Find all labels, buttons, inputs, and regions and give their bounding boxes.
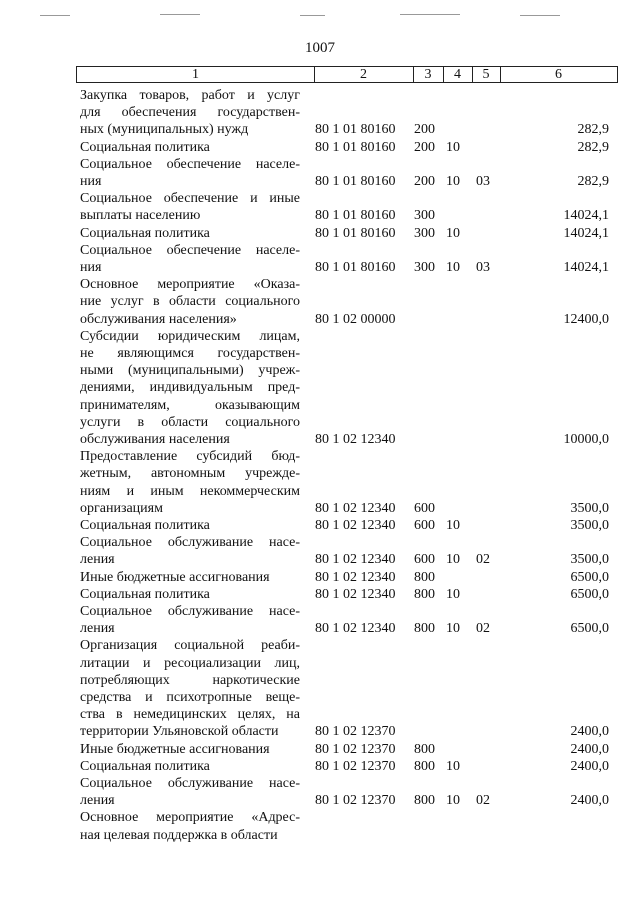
row-col5: 02 xyxy=(476,552,490,568)
row-name-line: Социальная политика xyxy=(80,139,210,155)
row-name-line: Социальное обслуживание насе- xyxy=(80,776,300,791)
row-code: 80 1 01 80160 xyxy=(315,174,396,189)
row-name xyxy=(80,534,300,568)
row-col3: 600 xyxy=(414,518,435,533)
row-amount: 282,9 xyxy=(577,122,609,138)
row-name-line: ных (муниципальных) нужд xyxy=(80,122,249,138)
row-amount: 6500,0 xyxy=(570,569,609,585)
row-name-line: ние услуг в области социального xyxy=(80,294,300,310)
row-name xyxy=(80,569,300,586)
row-col3: 600 xyxy=(414,500,435,516)
column-header-1: 1 xyxy=(192,67,199,82)
row-name xyxy=(80,156,300,190)
row-name-line: Закупка товаров, работ и услуг xyxy=(80,88,300,103)
row-amount: 14024,1 xyxy=(563,260,609,275)
row-name-line: ниям и иным некоммерческим xyxy=(80,483,300,499)
row-amount: 2400,0 xyxy=(570,741,609,757)
row-name-line: Субсидии юридическим лицам, xyxy=(80,328,300,344)
row-col4: 10 xyxy=(446,793,460,809)
row-name-line: дениями, индивидуальным пред- xyxy=(80,380,300,396)
row-name-line: обслуживания населения» xyxy=(80,311,237,327)
row-name-line: территории Ульяновской области xyxy=(80,724,279,740)
row-name-line: ления xyxy=(80,793,115,809)
row-code: 80 1 02 12340 xyxy=(315,432,396,447)
row-col3: 300 xyxy=(414,225,435,241)
row-name-line: Социальное обеспечение населе- xyxy=(80,242,300,258)
row-name-line: ства в немедицинских целях, на xyxy=(80,707,300,723)
row-name xyxy=(80,190,300,224)
page-number: 1007 xyxy=(305,40,335,56)
row-name xyxy=(80,603,300,637)
row-name-line: ния xyxy=(80,260,102,275)
row-col5: 02 xyxy=(476,621,490,637)
row-name-line: Социальное обслуживание насе- xyxy=(80,604,300,619)
row-name-line: средства и психотропные веще- xyxy=(80,690,300,705)
row-name-line: обслуживания населения xyxy=(80,432,230,448)
row-col5: 03 xyxy=(476,260,490,275)
row-name xyxy=(80,586,300,603)
row-col4: 10 xyxy=(446,758,460,774)
row-col5: 02 xyxy=(476,793,490,809)
row-col3: 600 xyxy=(414,552,435,568)
row-amount: 12400,0 xyxy=(563,311,609,327)
row-name-line: ления xyxy=(80,552,115,568)
row-code: 80 1 02 12370 xyxy=(315,741,396,757)
row-amount: 2400,0 xyxy=(570,758,609,774)
row-col4: 10 xyxy=(446,225,460,241)
row-col3: 300 xyxy=(414,260,435,275)
row-amount: 6500,0 xyxy=(570,586,609,602)
row-code: 80 1 01 80160 xyxy=(315,208,396,224)
row-name-line: Иные бюджетные ассигнования xyxy=(80,569,270,585)
row-name xyxy=(80,741,300,758)
row-name xyxy=(80,328,300,448)
row-amount: 282,9 xyxy=(577,174,609,189)
row-name-line: Социальная политика xyxy=(80,586,210,602)
row-name-line: литации и ресоциализации лиц, xyxy=(80,655,300,671)
row-code: 80 1 02 12340 xyxy=(315,552,396,568)
row-col3: 800 xyxy=(414,741,435,757)
row-name-line: ная целевая поддержка в области xyxy=(80,827,278,843)
row-amount: 2400,0 xyxy=(570,724,609,740)
row-name-line: Социальное обслуживание насе- xyxy=(80,535,300,551)
column-header-2: 2 xyxy=(360,67,367,82)
row-amount: 2400,0 xyxy=(570,793,609,809)
row-col3: 200 xyxy=(414,174,435,189)
row-name-line: услуги в области социального xyxy=(80,414,300,430)
row-name-line: Социальное обеспечение населе- xyxy=(80,156,300,172)
column-header-5: 5 xyxy=(482,67,490,82)
row-name-line: ными (муниципальными) учреж- xyxy=(80,363,300,379)
row-col5: 03 xyxy=(476,174,490,189)
row-code: 80 1 02 12370 xyxy=(315,724,396,740)
row-name-line: Основное мероприятие «Адрес- xyxy=(80,810,300,826)
row-name-line: выплаты населению xyxy=(80,208,201,224)
row-name xyxy=(80,242,300,276)
row-code: 80 1 01 80160 xyxy=(315,260,396,275)
row-code: 80 1 02 12370 xyxy=(315,758,396,774)
row-name-line: потребляющих наркотические xyxy=(80,672,300,688)
row-name-line: Иные бюджетные ассигнования xyxy=(80,741,270,757)
column-header-3: 3 xyxy=(424,67,432,82)
row-col3: 200 xyxy=(414,139,435,155)
row-amount: 282,9 xyxy=(577,139,609,155)
row-code: 80 1 01 80160 xyxy=(315,139,396,155)
row-code: 80 1 01 80160 xyxy=(315,122,396,138)
row-name xyxy=(80,637,300,740)
row-code: 80 1 02 12370 xyxy=(315,793,396,809)
row-name-line: Социальная политика xyxy=(80,518,210,533)
row-name-line: организациям xyxy=(80,500,163,516)
row-amount: 3500,0 xyxy=(570,500,609,516)
row-col4: 10 xyxy=(446,174,460,189)
row-name-line: Предоставление субсидий бюд- xyxy=(80,449,300,465)
row-amount: 10000,0 xyxy=(563,432,609,447)
row-code: 80 1 01 80160 xyxy=(315,225,396,241)
row-amount: 14024,1 xyxy=(563,208,609,224)
row-col3: 800 xyxy=(414,586,435,602)
row-name-line: Социальное обеспечение и иные xyxy=(80,191,300,207)
row-name xyxy=(80,276,300,328)
table-header xyxy=(76,66,618,83)
row-col4: 10 xyxy=(446,586,460,602)
row-col4: 10 xyxy=(446,518,460,533)
row-name-line: ния xyxy=(80,174,102,189)
row-name-line: для обеспечения государствен- xyxy=(80,105,300,121)
row-name xyxy=(80,225,300,242)
row-name-line: Основное мероприятие «Оказа- xyxy=(80,277,300,293)
row-col3: 800 xyxy=(414,569,435,585)
row-name-line: не являющимся государствен- xyxy=(80,346,300,361)
row-col3: 800 xyxy=(414,621,435,637)
row-name xyxy=(80,758,300,775)
row-col4: 10 xyxy=(446,552,460,568)
row-amount: 6500,0 xyxy=(570,621,609,637)
row-name xyxy=(80,87,300,139)
row-amount: 14024,1 xyxy=(563,225,609,241)
column-header-6: 6 xyxy=(555,67,562,82)
row-name xyxy=(80,139,300,156)
row-name xyxy=(80,775,300,809)
row-name xyxy=(80,809,300,843)
row-code: 80 1 02 12340 xyxy=(315,500,396,516)
row-name xyxy=(80,517,300,534)
row-name xyxy=(80,448,300,517)
row-col3: 200 xyxy=(414,122,435,138)
row-code: 80 1 02 00000 xyxy=(315,311,396,327)
row-code: 80 1 02 12340 xyxy=(315,586,396,602)
row-name-line: Организация социальной реаби- xyxy=(80,638,300,654)
row-code: 80 1 02 12340 xyxy=(315,518,396,533)
row-col4: 10 xyxy=(446,621,460,637)
row-code: 80 1 02 12340 xyxy=(315,569,396,585)
row-code: 80 1 02 12340 xyxy=(315,621,396,637)
row-name-line: жетным, автономным учрежде- xyxy=(80,466,300,482)
row-col4: 10 xyxy=(446,260,460,275)
row-amount: 3500,0 xyxy=(570,518,609,533)
row-col3: 300 xyxy=(414,208,435,224)
row-name-line: принимателям, оказывающим xyxy=(80,397,300,413)
row-name-line: ления xyxy=(80,621,115,637)
column-header-4: 4 xyxy=(454,67,461,82)
row-name-line: Социальная политика xyxy=(80,225,210,241)
row-col3: 800 xyxy=(414,758,435,774)
row-amount: 3500,0 xyxy=(570,552,609,568)
row-col3: 800 xyxy=(414,793,435,809)
row-name-line: Социальная политика xyxy=(80,758,210,774)
row-col4: 10 xyxy=(446,139,460,155)
